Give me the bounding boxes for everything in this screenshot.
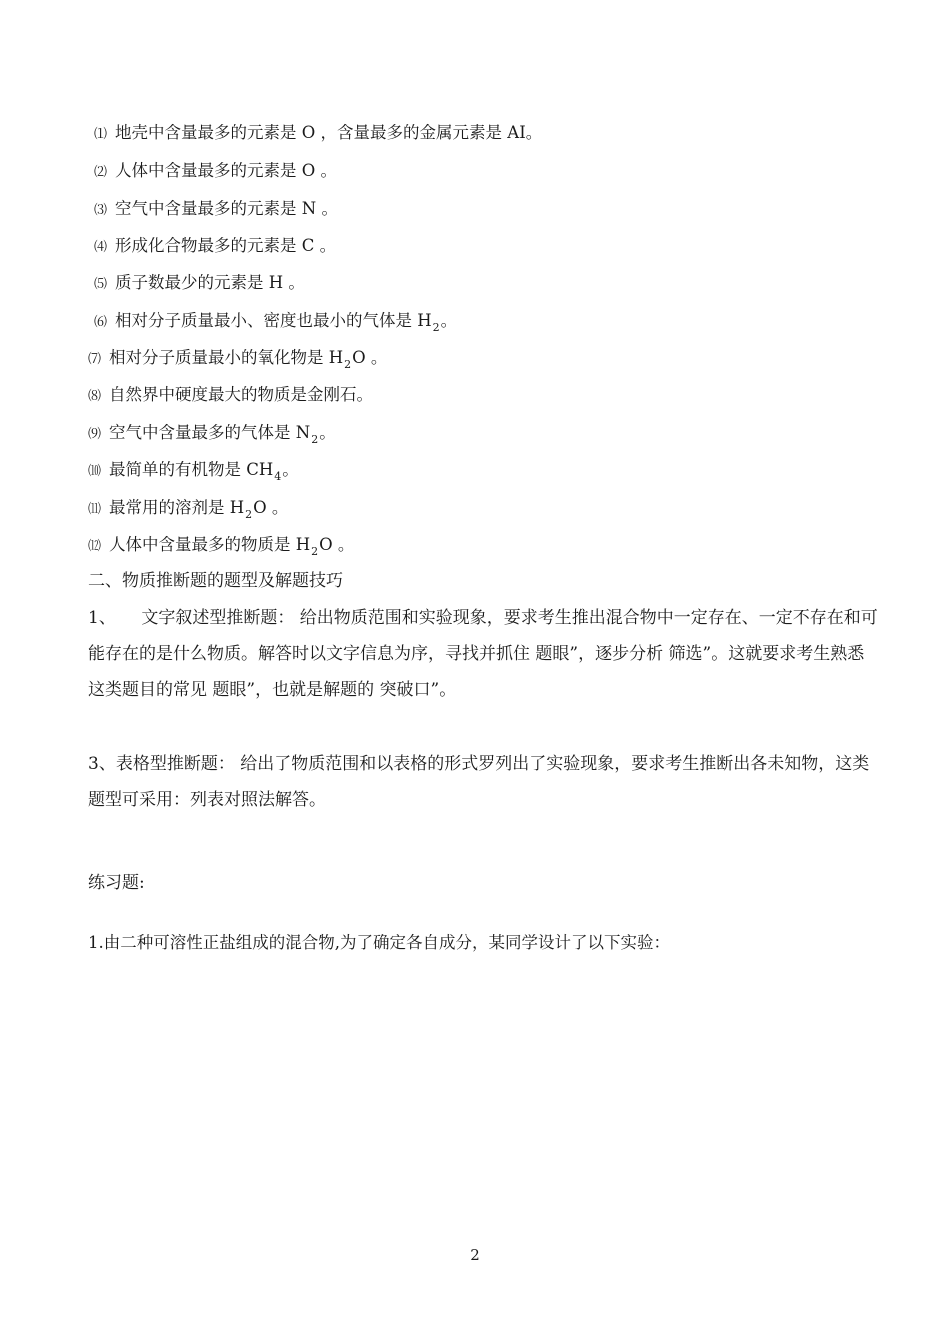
item-text: 形成化合物最多的元素是 C 。	[115, 236, 337, 255]
item-text-tail: 。	[319, 423, 336, 442]
subscript: 4	[274, 470, 282, 483]
item-number: ⑵	[94, 165, 108, 180]
item-text: 人体中含量最多的物质是 H	[109, 535, 311, 554]
subscript: 2	[344, 358, 352, 371]
item-text: 相对分子质量最小、密度也最小的气体是 H	[115, 311, 432, 330]
item-text-tail: 。	[282, 460, 299, 479]
section-heading: 二、物质推断题的题型及解题技巧	[88, 571, 343, 591]
item-number: ⑿	[88, 539, 102, 554]
item-number: ⑴	[94, 127, 108, 142]
page-number: 2	[470, 1246, 480, 1264]
item-text: 地壳中含量最多的元素是 O ，含量最多的金属元素是 AI。	[115, 123, 543, 142]
item-text: 空气中含量最多的气体是 N	[109, 423, 311, 442]
item-text: 最常用的溶剂是 H	[109, 498, 245, 517]
item-number: ⑶	[94, 203, 108, 218]
practice-label: 练习题:	[88, 873, 145, 893]
item-number: ⑷	[94, 240, 108, 255]
item-text: 人体中含量最多的元素是 O 。	[115, 161, 338, 180]
item-number: ⑼	[88, 427, 102, 442]
paragraph-text-narrative: 1、 文字叙述型推断题： 给出物质范围和实验现象，要求考生推出混合物中一定存在、一定不存在和可能存在的是什么物质。解答时以文字信息为序，寻找并抓住 题眼”，逐步分析 筛选”。这就要求考生熟悉这类题目的常见 题眼”，也就是解题的 突破口”。	[88, 608, 878, 700]
item-text-tail: O 。	[319, 535, 355, 554]
question-1: 1.由二种可溶性正盐组成的混合物,为了确定各自成分，某同学设计了以下实验：	[88, 933, 670, 952]
item-text-tail: 。	[440, 311, 458, 330]
fact-item-10	[88, 459, 299, 483]
item-text: 相对分子质量最小的氧化物是 H	[109, 348, 344, 367]
item-text: 质子数最少的元素是 H 。	[115, 273, 305, 292]
subscript: 2	[245, 508, 253, 521]
fact-item-8	[88, 384, 373, 408]
item-number: ⑸	[94, 277, 108, 292]
fact-item-5	[94, 272, 305, 296]
fact-item-12	[88, 534, 354, 558]
item-text: 空气中含量最多的元素是 N 。	[115, 199, 338, 218]
fact-item-11	[88, 497, 288, 521]
item-text: 自然界中硬度最大的物质是金刚石。	[109, 385, 374, 404]
fact-item-7	[88, 347, 387, 371]
fact-item-4	[94, 235, 336, 259]
item-number: ⑺	[88, 352, 102, 367]
subscript: 2	[432, 321, 440, 334]
item-text-tail: O 。	[352, 348, 388, 367]
item-text: 最简单的有机物是 CH	[109, 460, 274, 479]
fact-item-2	[94, 160, 337, 184]
item-text-tail: O 。	[253, 498, 289, 517]
item-number: ⑾	[88, 502, 102, 517]
fact-item-6	[94, 310, 457, 334]
subscript: 2	[311, 433, 319, 446]
fact-item-1	[94, 122, 542, 146]
paragraph-table-type: 3、表格型推断题： 给出了物质范围和以表格的形式罗列出了实验现象，要求考生推断出各未知物，这类题型可采用：列表对照法解答。	[88, 754, 870, 810]
fact-item-9	[88, 422, 336, 446]
item-number: ⑻	[88, 389, 102, 404]
item-number: ⑹	[94, 315, 108, 330]
fact-item-3	[94, 198, 338, 222]
item-number: ⑽	[88, 464, 102, 479]
subscript: 2	[311, 545, 319, 558]
